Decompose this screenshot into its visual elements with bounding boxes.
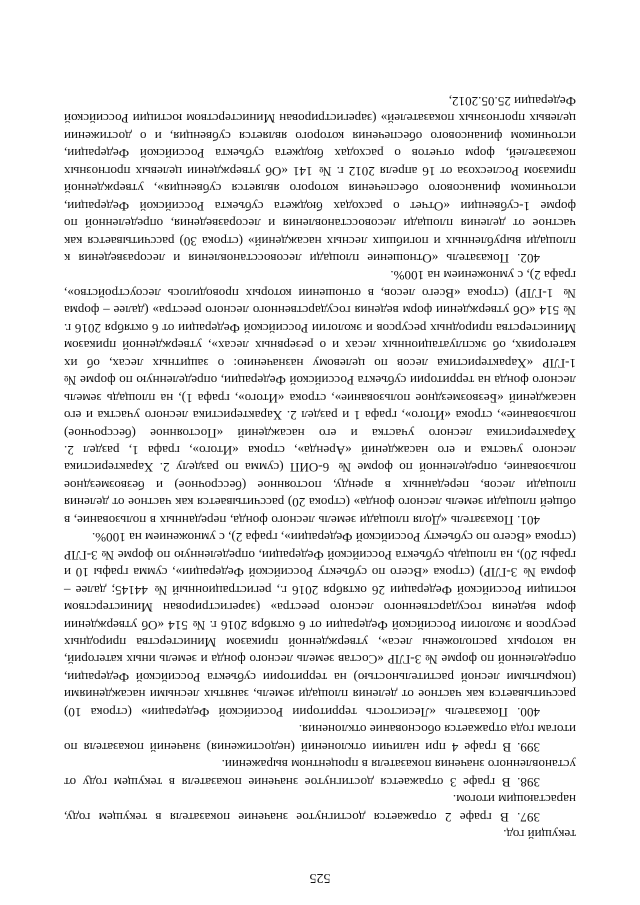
paragraph: 398. В графе 3 отражается достигнутое значение показателя в текущем году от установленного значения показателя в процентном выражении. (64, 757, 576, 790)
paragraph: 397. В графе 2 отражается достигнутое значение показателя в текущем году, нарастающим итогом. (64, 792, 576, 825)
paragraph: текущий год. (503, 827, 576, 842)
paragraph: 399. В графе 4 при наличии отклонений (недостижения) значений показателя по итогам года отражается обоснование отклонения. (64, 722, 576, 755)
paragraph: 401. Показатель «Доля площади земель лесного фонда, переданных в пользование, в общей площади земель лесного фонда» (строка 20) рассчитывается как частное от деления площади лесов, переданных в аренду, постоянное (бессрочное) и безвозмездное пользование, определенной по форме № 6-ОИП (сумма по разделу 2. Характеристика лесного участка и его насаждений «Аренда», строка «Итого», графа 1, раздел 2. Характеристика лесного участка и его насаждений «Постоянное (бессрочное) пользование», строка «Итого», графа 1 и раздел 2. Характеристика лесного участка и его насаждений «Безвозмездное пользование», строка «Итого», графа 1), на площадь земель лесного фонда на территории субъекта Российской Федерации, определенную по форме № 1-ГЛР «Характеристика лесов по целевому назначению: о защитных лесах, об их категориях, об эксплуатационных лесах и о резервных лесах», утвержденной приказом Министерства природных ресурсов и экологии Российской Федерации от 6 октября 2016 г. № 514 «Об утверждении форм ведения государственного лесного реестра» (далее – форма № 1-ГЛР) (строка «Всего лесов, в отношении которых проводилось лесоустройство», графа 2), с умножением на 100%. (64, 268, 576, 528)
paragraph: 402. Показатель «Отношение площади лесовосстановления и лесоразведения к площади вырубленных и погибших лесных насаждений» (строка 30) рассчитывается как частное от деления площади лесовосстановления и лесоразведения, определенной по форме 1-субвенции «Отчет о расходах бюджета субъекта Российской Федерации, источником финансового обеспечения которого является субвенция», утвержденной приказом Рослесхоза от 16 апреля 2012 г. № 141 «Об утверждении целевых прогнозных показателей, форм отчетов о расходах бюджета субъекта Российской Федерации, источником финансового обеспечения которого является субвенция, и о достижении целевых прогнозных показателей» (зарегистрирован Министерством юстиции Российской Федерации 25.05.2012, (64, 93, 576, 267)
paragraph: 400. Показатель «Лесистость территории Российской Федерации» (строка 10) рассчитывается как частное от деления площади земель, занятых лесными насаждениями (покрытыми лесной растительностью) на территории субъекта Российской Федерации, определенной по форме № 3-ГЛР «Состав земель лесного фонда и земель иных категорий, на которых расположены леса», утвержденной приказом Министерства природных ресурсов и экологии Российской Федерации от 6 октября 2016 г. № 514 «Об утверждении форм ведения государственного лесного реестра» (зарегистрирован Министерством юстиции Российской Федерации 26 октября 2016 г., регистрационный № 44145; далее – форма № 3-ГЛР) (строка «Всего по субъекту Российской Федерации», сумма графы 10 и графы 20), на площадь субъекта Российской Федерации, определенную по форме № 3-ГЛР (строка «Всего по субъекту Российской Федерации», графа 2), с умножением на 100%. (64, 530, 576, 720)
body-text (64, 93, 576, 843)
page-number: 525 (309, 870, 331, 885)
